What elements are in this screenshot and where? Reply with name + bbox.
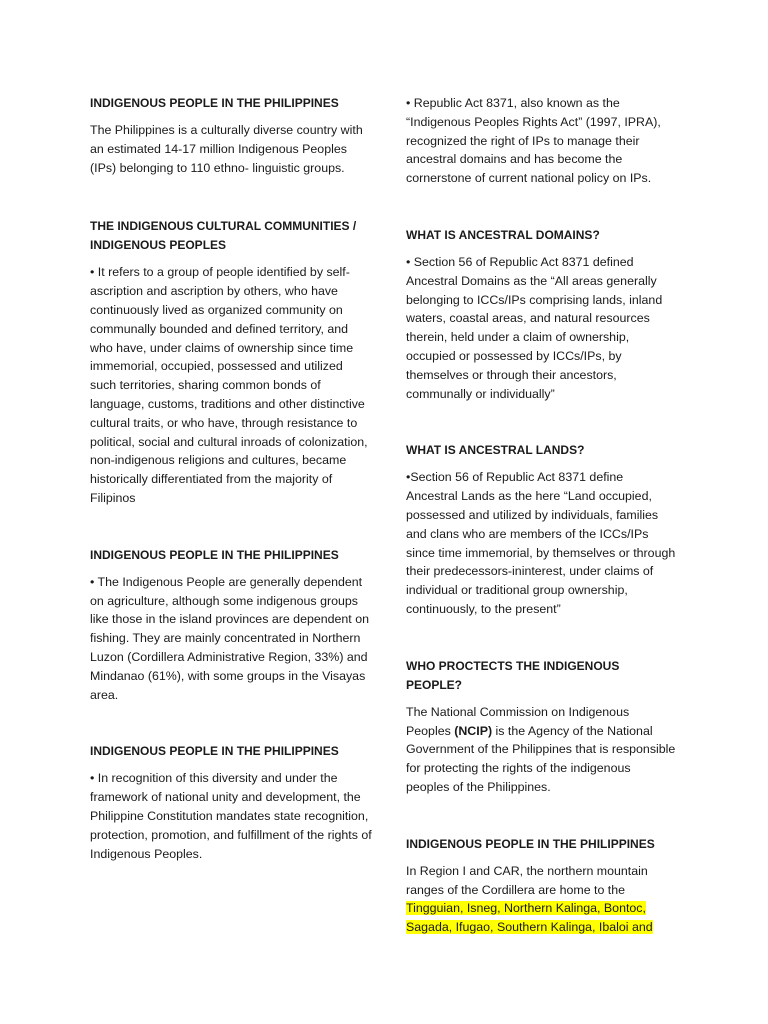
section-heading: INDIGENOUS PEOPLE IN THE PHILIPPINES [90,547,339,562]
highlighted-text: Tingguian, Isneg, Northern Kalinga, Bontoc, Sagada, Ifugao, Southern Kalinga, Ibaloi and [406,901,653,935]
section-heading: WHAT IS ANCESTRAL DOMAINS? [406,227,600,242]
section-heading: WHO PROCTECTS THE INDIGENOUS PEOPLE? [406,658,620,692]
section-heading: THE INDIGENOUS CULTURAL COMMUNITIES / INDIGENOUS PEOPLES [90,219,357,253]
body-text: is the Agency of the National Government of the Philippines that is responsible for protecting the rights of the indigenous peoples of the Philippines. [406,723,676,794]
section-body: •Section 56 of Republic Act 8371 define Ancestral Lands as the here “Land occupied, possessed and utilized by individuals, families and clans who are members of the ICCs/IPs since time immemorial, by themselves or through their predecessors-ininterest, under claims of individual or traditional group ownership, continuously, to the present” [406,470,676,616]
section-heading: WHAT IS ANCESTRAL LANDS? [406,443,585,458]
section-body: • Section 56 of Republic Act 8371 defined Ancestral Domains as the “All areas generally belonging to ICCs/IPs comprising lands, inland waters, coastal areas, and natural resources therein, held under a claim of ownership, occupied or possessed by ICCs/IPs, by themselves or through their ancestors, communally or individually” [406,254,663,401]
section-body: • The Indigenous People are generally dependent on agriculture, although some indigenous groups like those in the island provinces are dependent on fishing. They are mainly concentrated in Northern Luzon (Cordillera Administrative Region, 33%) and Mindanao (61%), with some groups in the Visayas area. [90,574,369,702]
ncip-acronym: (NCIP) [454,723,493,738]
section-body: • It refers to a group of people identified by self-ascription and ascription by others, who have continuously lived as organized community on communally bounded and defined territory, and who have, under claims of ownership since time immemorial, occupied, possessed and utilized such territories, sharing common bonds of language, customs, traditions and other distinctive cultural traits, or who have, through resistance to political, social and cultural inroads of colonization, non-indigenous religions and cultures, became historically differentiated from the majority of Filipinos [90,265,368,505]
section-body [406,703,676,797]
body-text: The National Commission on Indigenous Peoples [406,704,630,738]
section-body: The Philippines is a culturally diverse country with an estimated 14-17 million Indigenous Peoples (IPs) belonging to 110 ethno- linguistic groups. [90,123,363,175]
section-heading: INDIGENOUS PEOPLE IN THE PHILIPPINES [90,744,339,759]
left-column [90,94,372,863]
section-body: • In recognition of this diversity and under the framework of national unity and development, the Philippine Constitution mandates state recognition, protection, promotion, and fulfillment of the rights of Indigenous Peoples. [90,771,372,861]
section-body [406,862,676,937]
right-column [406,94,676,937]
section-heading: INDIGENOUS PEOPLE IN THE PHILIPPINES [90,96,339,110]
body-text: In Region I and CAR, the northern mountain ranges of the Cordillera are home to the [406,863,648,897]
section-body: • Republic Act 8371, also known as the “Indigenous Peoples Rights Act” (1997, IPRA), recognized the right of IPs to manage their ancestral domains and has become the cornerstone of current national policy on IPs. [406,96,661,186]
section-heading: INDIGENOUS PEOPLE IN THE PHILIPPINES [406,836,655,851]
